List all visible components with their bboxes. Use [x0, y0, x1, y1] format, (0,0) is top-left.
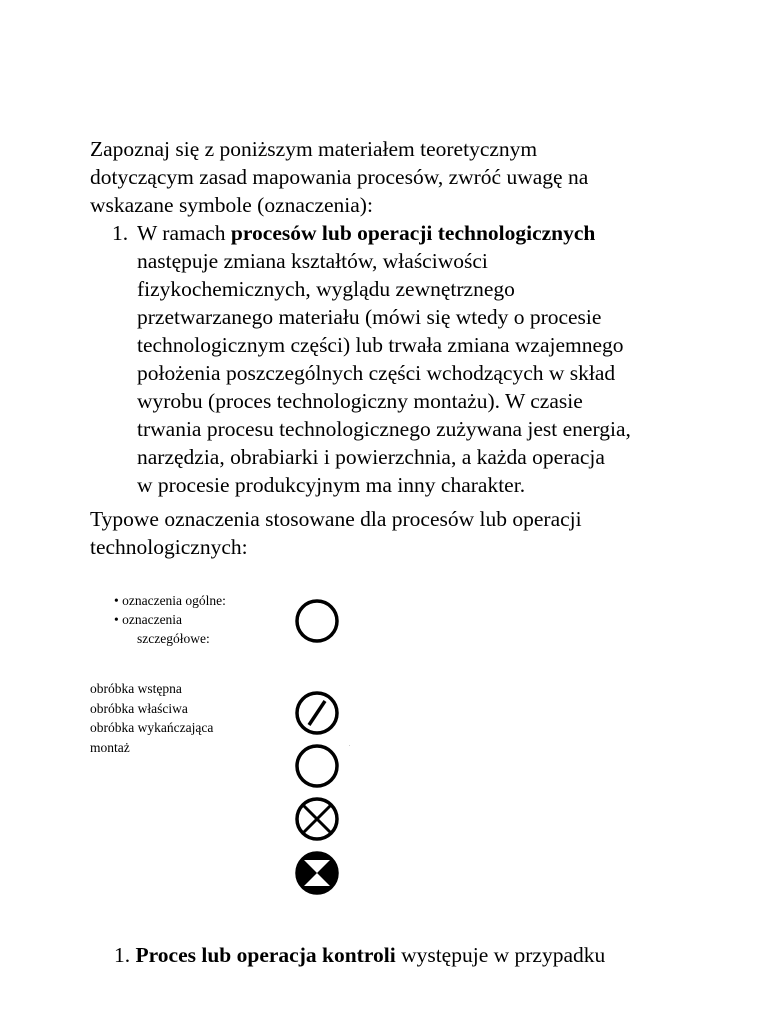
list-item-bold-term: procesów lub operacji technologicznych — [230, 221, 596, 245]
legend-item-finishing: obróbka wykańczająca — [90, 720, 214, 735]
list-item-line: narzędzia, obrabiarki i powierzchnia, a każda operacja — [137, 445, 605, 469]
list-item-prefix: W ramach — [137, 221, 231, 245]
symbols-intro-line: technologicznych: — [90, 535, 248, 559]
list-item-line: technologicznym części) lub trwała zmiana wzajemnego — [137, 333, 624, 357]
legend-detailed-label-continued: szczegółowe: — [137, 631, 210, 646]
filled-quarters-circle-icon — [294, 850, 340, 896]
legend-item-preliminary: obróbka wstępna — [90, 681, 182, 696]
symbols-intro-line: Typowe oznaczenia stosowane dla procesów lub operacji — [90, 507, 582, 531]
list-item-number: 1. — [114, 943, 131, 967]
list-item-line: fizykochemicznych, wyglądu zewnętrznego — [137, 277, 515, 301]
list-item-first-line — [137, 219, 692, 247]
list-item-line: położenia poszczególnych części wchodzących w skład — [137, 361, 616, 385]
intro-line: Zapoznaj się z poniższym materiałem teoretycznym — [90, 137, 538, 161]
slashed-circle-icon — [294, 690, 340, 736]
list-item-line: w procesie produkcyjnym ma inny charakter. — [137, 473, 526, 497]
legend-operation-list — [90, 679, 213, 757]
plain-circle-icon — [294, 743, 340, 789]
list-item-rest: występuje w przypadku — [395, 943, 606, 967]
general-circle-icon — [294, 598, 340, 644]
list-item-bold-term: Proces lub operacja kontroli — [135, 943, 396, 967]
legend-general-label: • oznaczenia ogólne: — [114, 593, 226, 608]
legend-detailed-label: • oznaczenia — [114, 612, 183, 627]
list-item-line: wyrobu (proces technologiczny montażu). W czasie — [137, 389, 583, 413]
list-item-line: następuje zmiana kształtów, właściwości — [137, 249, 488, 273]
scan-speck — [349, 745, 350, 746]
list-item-control-process — [114, 941, 714, 969]
symbols-intro-paragraph — [90, 505, 690, 561]
legend-categories — [114, 591, 226, 648]
intro-line: dotyczącym zasad mapowania procesów, zwróć uwagę na — [90, 165, 589, 189]
list-item-line: trwania procesu technologicznego zużywana jest energia, — [137, 417, 631, 441]
list-item-line: przetwarzanego materiału (mówi się wtedy o procesie — [137, 305, 602, 329]
intro-line: wskazane symbole (oznaczenia): — [90, 193, 373, 217]
intro-paragraph — [90, 135, 690, 219]
legend-item-main: obróbka właściwa — [90, 700, 188, 716]
list-item-body — [137, 219, 692, 499]
legend-item-assembly: montaż — [90, 739, 130, 755]
list-item-technological-processes — [112, 219, 692, 499]
list-item-number: 1. — [112, 221, 129, 245]
crossed-circle-icon — [294, 796, 340, 842]
